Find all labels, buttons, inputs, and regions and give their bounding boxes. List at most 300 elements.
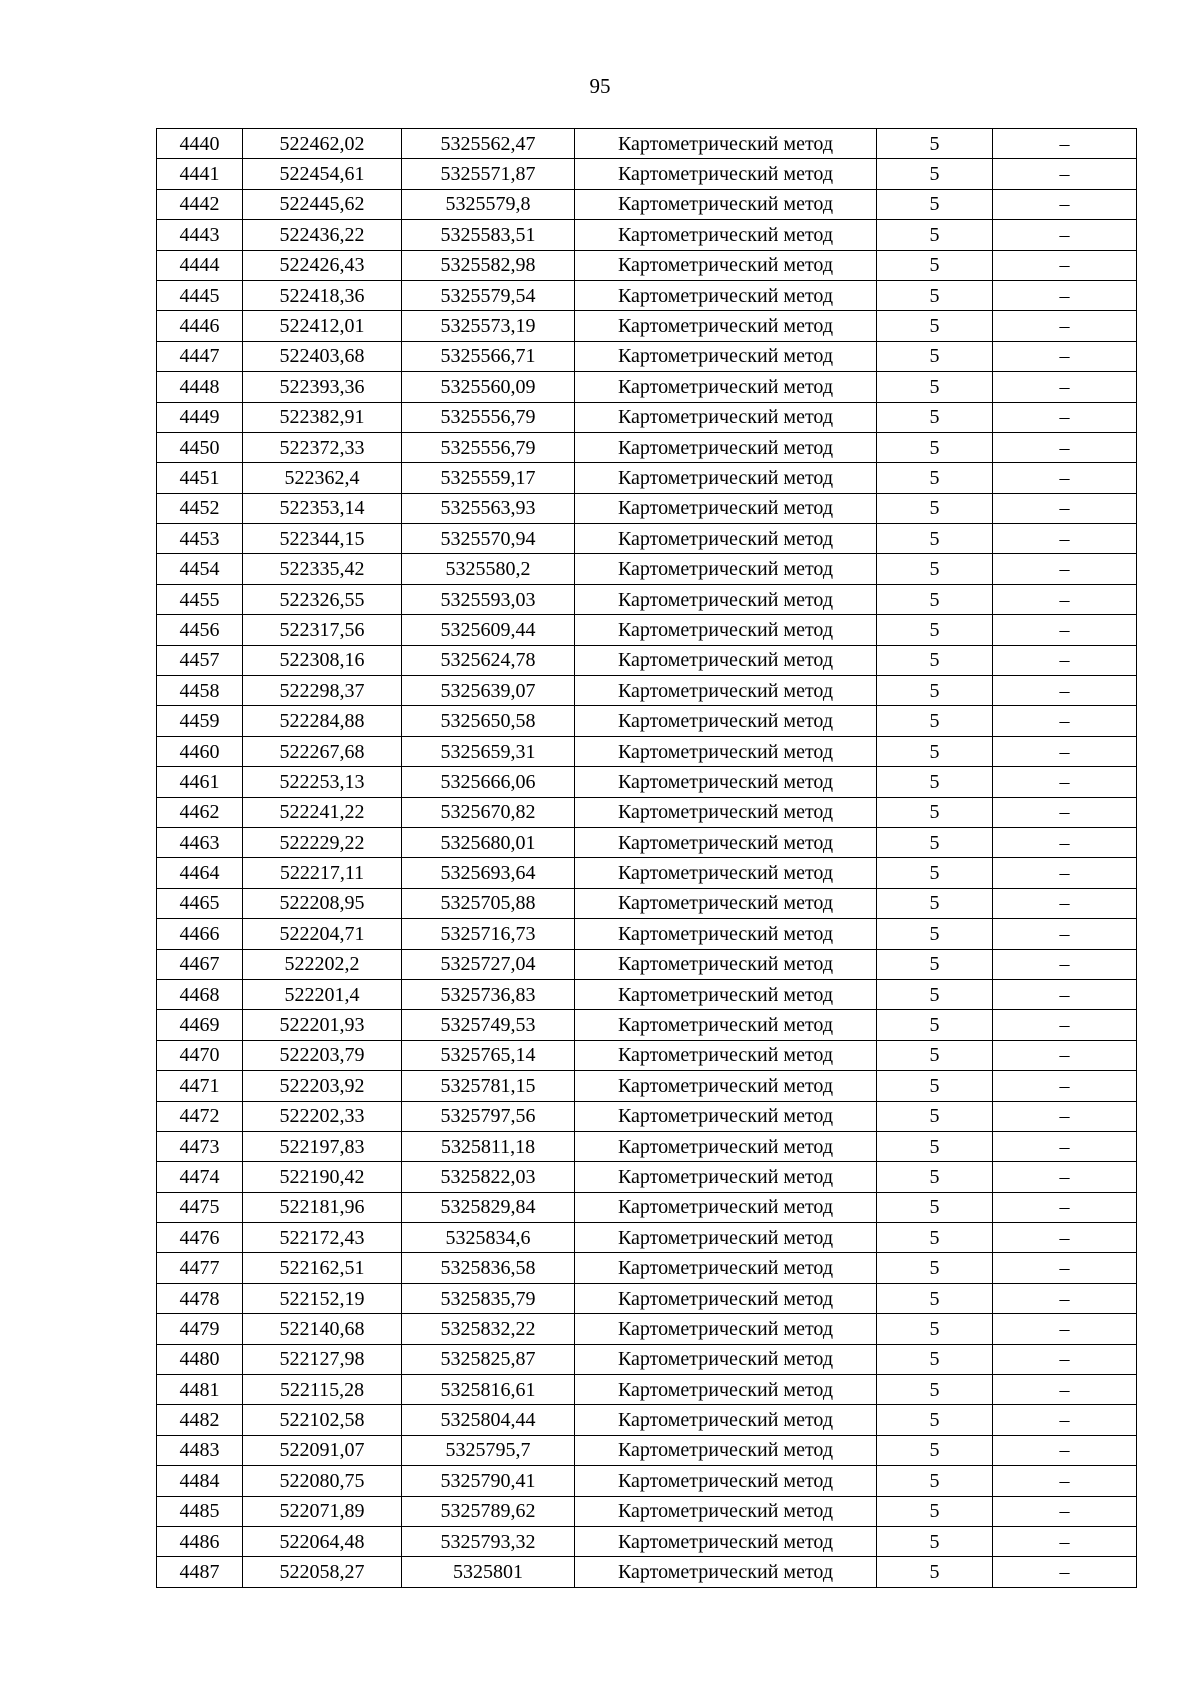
accuracy-cell: 5 — [877, 676, 993, 706]
y-coordinate-cell: 5325727,04 — [402, 949, 575, 979]
y-coordinate-cell: 5325705,88 — [402, 888, 575, 918]
description-cell: – — [993, 524, 1137, 554]
description-cell: – — [993, 919, 1137, 949]
x-coordinate-cell: 522253,13 — [243, 767, 402, 797]
description-cell: – — [993, 1192, 1137, 1222]
y-coordinate-cell: 5325834,6 — [402, 1223, 575, 1253]
description-cell: – — [993, 645, 1137, 675]
point-number-cell: 4454 — [157, 554, 243, 584]
description-cell: – — [993, 1526, 1137, 1556]
table-row — [157, 1131, 1137, 1161]
description-cell: – — [993, 1283, 1137, 1313]
x-coordinate-cell: 522412,01 — [243, 311, 402, 341]
description-cell: – — [993, 554, 1137, 584]
accuracy-cell: 5 — [877, 1192, 993, 1222]
accuracy-cell: 5 — [877, 372, 993, 402]
method-cell: Картометрический метод — [575, 645, 877, 675]
point-number-cell: 4455 — [157, 584, 243, 614]
table-row — [157, 1466, 1137, 1496]
y-coordinate-cell: 5325571,87 — [402, 159, 575, 189]
description-cell: – — [993, 189, 1137, 219]
table-row — [157, 402, 1137, 432]
x-coordinate-cell: 522181,96 — [243, 1192, 402, 1222]
accuracy-cell: 5 — [877, 341, 993, 371]
y-coordinate-cell: 5325835,79 — [402, 1283, 575, 1313]
method-cell: Картометрический метод — [575, 1010, 877, 1040]
description-cell: – — [993, 1314, 1137, 1344]
accuracy-cell: 5 — [877, 402, 993, 432]
x-coordinate-cell: 522284,88 — [243, 706, 402, 736]
point-number-cell: 4444 — [157, 250, 243, 280]
accuracy-cell: 5 — [877, 1526, 993, 1556]
page-number: 95 — [589, 74, 611, 98]
x-coordinate-cell: 522115,28 — [243, 1375, 402, 1405]
accuracy-cell: 5 — [877, 1071, 993, 1101]
y-coordinate-cell: 5325573,19 — [402, 311, 575, 341]
point-number-cell: 4457 — [157, 645, 243, 675]
x-coordinate-cell: 522080,75 — [243, 1466, 402, 1496]
description-cell: – — [993, 1344, 1137, 1374]
method-cell: Картометрический метод — [575, 463, 877, 493]
description-cell: – — [993, 1466, 1137, 1496]
point-number-cell: 4448 — [157, 372, 243, 402]
y-coordinate-cell: 5325749,53 — [402, 1010, 575, 1040]
y-coordinate-cell: 5325624,78 — [402, 645, 575, 675]
y-coordinate-cell: 5325822,03 — [402, 1162, 575, 1192]
description-cell: – — [993, 463, 1137, 493]
y-coordinate-cell: 5325560,09 — [402, 372, 575, 402]
x-coordinate-cell: 522298,37 — [243, 676, 402, 706]
accuracy-cell: 5 — [877, 159, 993, 189]
table-row — [157, 827, 1137, 857]
point-number-cell: 4473 — [157, 1131, 243, 1161]
table-row — [157, 645, 1137, 675]
description-cell: – — [993, 706, 1137, 736]
y-coordinate-cell: 5325765,14 — [402, 1040, 575, 1070]
table-row — [157, 280, 1137, 310]
point-number-cell: 4459 — [157, 706, 243, 736]
method-cell: Картометрический метод — [575, 1405, 877, 1435]
method-cell: Картометрический метод — [575, 736, 877, 766]
point-number-cell: 4445 — [157, 280, 243, 310]
table-row — [157, 250, 1137, 280]
accuracy-cell: 5 — [877, 1405, 993, 1435]
y-coordinate-cell: 5325659,31 — [402, 736, 575, 766]
y-coordinate-cell: 5325582,98 — [402, 250, 575, 280]
table-row — [157, 706, 1137, 736]
table-row — [157, 1223, 1137, 1253]
method-cell: Картометрический метод — [575, 1131, 877, 1161]
point-number-cell: 4476 — [157, 1223, 243, 1253]
method-cell: Картометрический метод — [575, 372, 877, 402]
x-coordinate-cell: 522462,02 — [243, 129, 402, 159]
method-cell: Картометрический метод — [575, 1314, 877, 1344]
table-row — [157, 311, 1137, 341]
method-cell: Картометрический метод — [575, 1557, 877, 1587]
x-coordinate-cell: 522326,55 — [243, 584, 402, 614]
method-cell: Картометрический метод — [575, 159, 877, 189]
y-coordinate-cell: 5325816,61 — [402, 1375, 575, 1405]
description-cell: – — [993, 858, 1137, 888]
point-number-cell: 4484 — [157, 1466, 243, 1496]
y-coordinate-cell: 5325563,93 — [402, 493, 575, 523]
accuracy-cell: 5 — [877, 767, 993, 797]
point-number-cell: 4469 — [157, 1010, 243, 1040]
point-number-cell: 4441 — [157, 159, 243, 189]
description-cell: – — [993, 949, 1137, 979]
point-number-cell: 4456 — [157, 615, 243, 645]
method-cell: Картометрический метод — [575, 979, 877, 1009]
method-cell: Картометрический метод — [575, 858, 877, 888]
method-cell: Картометрический метод — [575, 584, 877, 614]
point-number-cell: 4487 — [157, 1557, 243, 1587]
point-number-cell: 4450 — [157, 432, 243, 462]
point-number-cell: 4443 — [157, 220, 243, 250]
table-row — [157, 1283, 1137, 1313]
accuracy-cell: 5 — [877, 1557, 993, 1587]
description-cell: – — [993, 1435, 1137, 1465]
accuracy-cell: 5 — [877, 1162, 993, 1192]
x-coordinate-cell: 522454,61 — [243, 159, 402, 189]
description-cell: – — [993, 1496, 1137, 1526]
accuracy-cell: 5 — [877, 1010, 993, 1040]
table-row — [157, 1101, 1137, 1131]
method-cell: Картометрический метод — [575, 949, 877, 979]
x-coordinate-cell: 522382,91 — [243, 402, 402, 432]
x-coordinate-cell: 522190,42 — [243, 1162, 402, 1192]
description-cell: – — [993, 432, 1137, 462]
accuracy-cell: 5 — [877, 584, 993, 614]
method-cell: Картометрический метод — [575, 1283, 877, 1313]
y-coordinate-cell: 5325559,17 — [402, 463, 575, 493]
y-coordinate-cell: 5325570,94 — [402, 524, 575, 554]
method-cell: Картометрический метод — [575, 1071, 877, 1101]
y-coordinate-cell: 5325836,58 — [402, 1253, 575, 1283]
table-row — [157, 858, 1137, 888]
table-row — [157, 129, 1137, 159]
table-row — [157, 341, 1137, 371]
x-coordinate-cell: 522071,89 — [243, 1496, 402, 1526]
x-coordinate-cell: 522197,83 — [243, 1131, 402, 1161]
x-coordinate-cell: 522201,93 — [243, 1010, 402, 1040]
y-coordinate-cell: 5325579,54 — [402, 280, 575, 310]
description-cell: – — [993, 1131, 1137, 1161]
y-coordinate-cell: 5325670,82 — [402, 797, 575, 827]
accuracy-cell: 5 — [877, 827, 993, 857]
x-coordinate-cell: 522241,22 — [243, 797, 402, 827]
accuracy-cell: 5 — [877, 1435, 993, 1465]
y-coordinate-cell: 5325556,79 — [402, 432, 575, 462]
table-row — [157, 736, 1137, 766]
point-number-cell: 4468 — [157, 979, 243, 1009]
point-number-cell: 4462 — [157, 797, 243, 827]
x-coordinate-cell: 522064,48 — [243, 1526, 402, 1556]
method-cell: Картометрический метод — [575, 888, 877, 918]
point-number-cell: 4477 — [157, 1253, 243, 1283]
point-number-cell: 4447 — [157, 341, 243, 371]
y-coordinate-cell: 5325804,44 — [402, 1405, 575, 1435]
description-cell: – — [993, 1375, 1137, 1405]
x-coordinate-cell: 522203,79 — [243, 1040, 402, 1070]
method-cell: Картометрический метод — [575, 554, 877, 584]
accuracy-cell: 5 — [877, 949, 993, 979]
point-number-cell: 4451 — [157, 463, 243, 493]
description-cell: – — [993, 1071, 1137, 1101]
y-coordinate-cell: 5325562,47 — [402, 129, 575, 159]
table-row — [157, 554, 1137, 584]
point-number-cell: 4482 — [157, 1405, 243, 1435]
accuracy-cell: 5 — [877, 979, 993, 1009]
method-cell: Картометрический метод — [575, 797, 877, 827]
method-cell: Картометрический метод — [575, 676, 877, 706]
accuracy-cell: 5 — [877, 615, 993, 645]
method-cell: Картометрический метод — [575, 220, 877, 250]
x-coordinate-cell: 522229,22 — [243, 827, 402, 857]
point-number-cell: 4465 — [157, 888, 243, 918]
method-cell: Картометрический метод — [575, 311, 877, 341]
accuracy-cell: 5 — [877, 919, 993, 949]
table-row — [157, 189, 1137, 219]
accuracy-cell: 5 — [877, 1344, 993, 1374]
x-coordinate-cell: 522202,33 — [243, 1101, 402, 1131]
description-cell: – — [993, 888, 1137, 918]
coordinates-table-body — [157, 129, 1137, 1588]
accuracy-cell: 5 — [877, 220, 993, 250]
table-row — [157, 797, 1137, 827]
accuracy-cell: 5 — [877, 1496, 993, 1526]
method-cell: Картометрический метод — [575, 1496, 877, 1526]
x-coordinate-cell: 522372,33 — [243, 432, 402, 462]
description-cell: – — [993, 1040, 1137, 1070]
x-coordinate-cell: 522308,16 — [243, 645, 402, 675]
y-coordinate-cell: 5325639,07 — [402, 676, 575, 706]
table-row — [157, 1496, 1137, 1526]
table-row — [157, 888, 1137, 918]
table-row — [157, 949, 1137, 979]
method-cell: Картометрический метод — [575, 1526, 877, 1556]
point-number-cell: 4449 — [157, 402, 243, 432]
y-coordinate-cell: 5325801 — [402, 1557, 575, 1587]
accuracy-cell: 5 — [877, 858, 993, 888]
method-cell: Картометрический метод — [575, 1435, 877, 1465]
accuracy-cell: 5 — [877, 645, 993, 675]
table-row — [157, 159, 1137, 189]
table-row — [157, 372, 1137, 402]
x-coordinate-cell: 522204,71 — [243, 919, 402, 949]
description-cell: – — [993, 1101, 1137, 1131]
point-number-cell: 4452 — [157, 493, 243, 523]
table-row — [157, 1162, 1137, 1192]
table-row — [157, 220, 1137, 250]
y-coordinate-cell: 5325593,03 — [402, 584, 575, 614]
x-coordinate-cell: 522140,68 — [243, 1314, 402, 1344]
method-cell: Картометрический метод — [575, 189, 877, 219]
description-cell: – — [993, 979, 1137, 1009]
point-number-cell: 4464 — [157, 858, 243, 888]
x-coordinate-cell: 522058,27 — [243, 1557, 402, 1587]
method-cell: Картометрический метод — [575, 1101, 877, 1131]
x-coordinate-cell: 522203,92 — [243, 1071, 402, 1101]
description-cell: – — [993, 584, 1137, 614]
y-coordinate-cell: 5325832,22 — [402, 1314, 575, 1344]
x-coordinate-cell: 522426,43 — [243, 250, 402, 280]
x-coordinate-cell: 522091,07 — [243, 1435, 402, 1465]
accuracy-cell: 5 — [877, 524, 993, 554]
description-cell: – — [993, 827, 1137, 857]
description-cell: – — [993, 220, 1137, 250]
description-cell: – — [993, 159, 1137, 189]
table-row — [157, 1192, 1137, 1222]
description-cell: – — [993, 372, 1137, 402]
y-coordinate-cell: 5325781,15 — [402, 1071, 575, 1101]
method-cell: Картометрический метод — [575, 402, 877, 432]
x-coordinate-cell: 522344,15 — [243, 524, 402, 554]
accuracy-cell: 5 — [877, 1314, 993, 1344]
table-row — [157, 1526, 1137, 1556]
x-coordinate-cell: 522403,68 — [243, 341, 402, 371]
y-coordinate-cell: 5325650,58 — [402, 706, 575, 736]
x-coordinate-cell: 522102,58 — [243, 1405, 402, 1435]
accuracy-cell: 5 — [877, 1040, 993, 1070]
accuracy-cell: 5 — [877, 311, 993, 341]
table-row — [157, 767, 1137, 797]
x-coordinate-cell: 522172,43 — [243, 1223, 402, 1253]
method-cell: Картометрический метод — [575, 1466, 877, 1496]
description-cell: – — [993, 797, 1137, 827]
accuracy-cell: 5 — [877, 250, 993, 280]
table-row — [157, 1040, 1137, 1070]
accuracy-cell: 5 — [877, 1283, 993, 1313]
table-row — [157, 1405, 1137, 1435]
description-cell: – — [993, 493, 1137, 523]
y-coordinate-cell: 5325609,44 — [402, 615, 575, 645]
description-cell: – — [993, 676, 1137, 706]
point-number-cell: 4446 — [157, 311, 243, 341]
point-number-cell: 4442 — [157, 189, 243, 219]
accuracy-cell: 5 — [877, 463, 993, 493]
accuracy-cell: 5 — [877, 1101, 993, 1131]
y-coordinate-cell: 5325566,71 — [402, 341, 575, 371]
accuracy-cell: 5 — [877, 432, 993, 462]
x-coordinate-cell: 522202,2 — [243, 949, 402, 979]
point-number-cell: 4479 — [157, 1314, 243, 1344]
y-coordinate-cell: 5325583,51 — [402, 220, 575, 250]
point-number-cell: 4483 — [157, 1435, 243, 1465]
description-cell: – — [993, 767, 1137, 797]
accuracy-cell: 5 — [877, 280, 993, 310]
method-cell: Картометрический метод — [575, 280, 877, 310]
accuracy-cell: 5 — [877, 493, 993, 523]
y-coordinate-cell: 5325811,18 — [402, 1131, 575, 1161]
table-row — [157, 1314, 1137, 1344]
x-coordinate-cell: 522436,22 — [243, 220, 402, 250]
accuracy-cell: 5 — [877, 888, 993, 918]
method-cell: Картометрический метод — [575, 129, 877, 159]
table-row — [157, 584, 1137, 614]
description-cell: – — [993, 250, 1137, 280]
method-cell: Картометрический метод — [575, 524, 877, 554]
accuracy-cell: 5 — [877, 736, 993, 766]
x-coordinate-cell: 522152,19 — [243, 1283, 402, 1313]
table-row — [157, 1435, 1137, 1465]
description-cell: – — [993, 1253, 1137, 1283]
x-coordinate-cell: 522317,56 — [243, 615, 402, 645]
y-coordinate-cell: 5325793,32 — [402, 1526, 575, 1556]
point-number-cell: 4470 — [157, 1040, 243, 1070]
accuracy-cell: 5 — [877, 129, 993, 159]
x-coordinate-cell: 522162,51 — [243, 1253, 402, 1283]
description-cell: – — [993, 341, 1137, 371]
x-coordinate-cell: 522201,4 — [243, 979, 402, 1009]
method-cell: Картометрический метод — [575, 432, 877, 462]
x-coordinate-cell: 522217,11 — [243, 858, 402, 888]
description-cell: – — [993, 402, 1137, 432]
method-cell: Картометрический метод — [575, 1223, 877, 1253]
y-coordinate-cell: 5325825,87 — [402, 1344, 575, 1374]
table-row — [157, 1375, 1137, 1405]
y-coordinate-cell: 5325680,01 — [402, 827, 575, 857]
y-coordinate-cell: 5325795,7 — [402, 1435, 575, 1465]
accuracy-cell: 5 — [877, 1131, 993, 1161]
description-cell: – — [993, 1162, 1137, 1192]
point-number-cell: 4440 — [157, 129, 243, 159]
description-cell: – — [993, 736, 1137, 766]
method-cell: Картометрический метод — [575, 1344, 877, 1374]
accuracy-cell: 5 — [877, 1253, 993, 1283]
x-coordinate-cell: 522445,62 — [243, 189, 402, 219]
description-cell: – — [993, 1010, 1137, 1040]
x-coordinate-cell: 522127,98 — [243, 1344, 402, 1374]
table-row — [157, 676, 1137, 706]
method-cell: Картометрический метод — [575, 827, 877, 857]
description-cell: – — [993, 615, 1137, 645]
table-row — [157, 1557, 1137, 1587]
point-number-cell: 4480 — [157, 1344, 243, 1374]
method-cell: Картометрический метод — [575, 706, 877, 736]
x-coordinate-cell: 522335,42 — [243, 554, 402, 584]
accuracy-cell: 5 — [877, 706, 993, 736]
y-coordinate-cell: 5325693,64 — [402, 858, 575, 888]
accuracy-cell: 5 — [877, 554, 993, 584]
method-cell: Картометрический метод — [575, 919, 877, 949]
y-coordinate-cell: 5325666,06 — [402, 767, 575, 797]
y-coordinate-cell: 5325716,73 — [402, 919, 575, 949]
y-coordinate-cell: 5325829,84 — [402, 1192, 575, 1222]
y-coordinate-cell: 5325790,41 — [402, 1466, 575, 1496]
method-cell: Картометрический метод — [575, 615, 877, 645]
table-row — [157, 1253, 1137, 1283]
y-coordinate-cell: 5325797,56 — [402, 1101, 575, 1131]
point-number-cell: 4474 — [157, 1162, 243, 1192]
table-row — [157, 1344, 1137, 1374]
y-coordinate-cell: 5325580,2 — [402, 554, 575, 584]
table-row — [157, 615, 1137, 645]
point-number-cell: 4458 — [157, 676, 243, 706]
point-number-cell: 4471 — [157, 1071, 243, 1101]
table-row — [157, 979, 1137, 1009]
x-coordinate-cell: 522362,4 — [243, 463, 402, 493]
y-coordinate-cell: 5325736,83 — [402, 979, 575, 1009]
table-row — [157, 493, 1137, 523]
accuracy-cell: 5 — [877, 1223, 993, 1253]
point-number-cell: 4461 — [157, 767, 243, 797]
point-number-cell: 4472 — [157, 1101, 243, 1131]
table-row — [157, 463, 1137, 493]
description-cell: – — [993, 1223, 1137, 1253]
point-number-cell: 4466 — [157, 919, 243, 949]
method-cell: Картометрический метод — [575, 493, 877, 523]
point-number-cell: 4453 — [157, 524, 243, 554]
